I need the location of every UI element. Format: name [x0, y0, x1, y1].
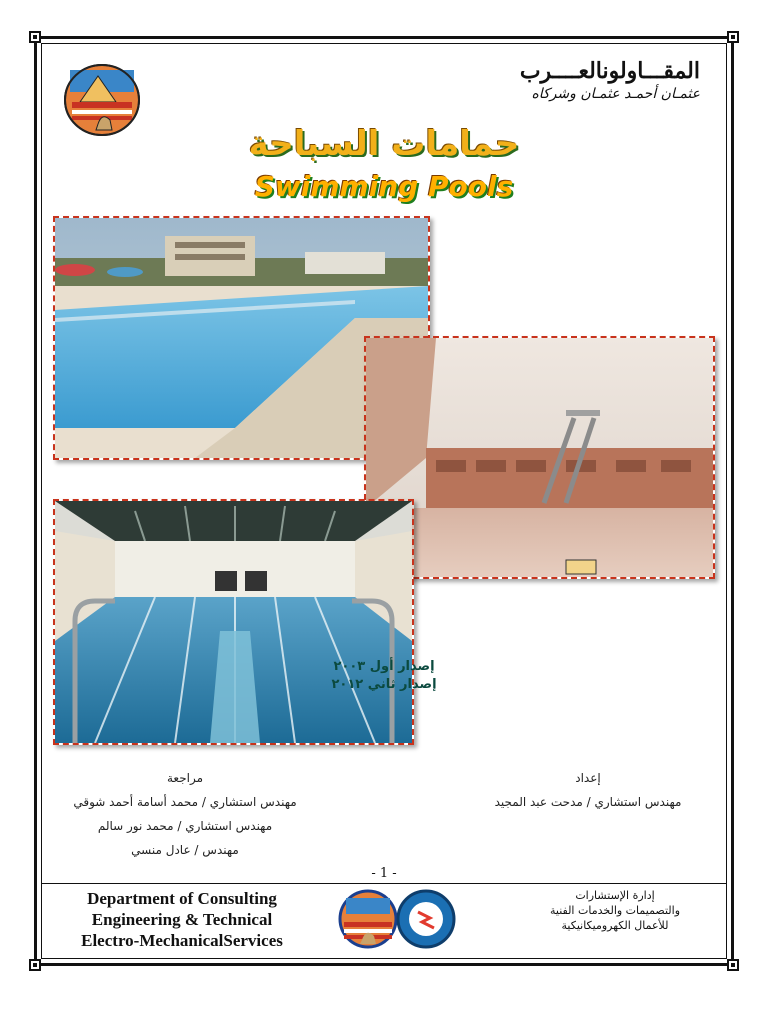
footer-en-line: Engineering & Technical — [91, 910, 273, 929]
reviewers-block — [60, 766, 310, 862]
edition-second: إصدار ثاني ٢٠١٢ — [331, 677, 437, 692]
prepared-by-block — [468, 766, 708, 814]
diving-pool-photo-icon — [366, 338, 713, 577]
prepared-heading: إعداد — [575, 771, 601, 785]
corner-ornament-top-left — [29, 31, 41, 43]
company-name: المقـــاولونالعــــرب — [519, 58, 700, 84]
edition-info — [0, 658, 768, 694]
footer-en-line: Electro-MechanicalServices — [81, 931, 283, 950]
corner-ornament-bottom-left — [29, 959, 41, 971]
footer-logos — [332, 888, 462, 950]
preparer-name: مهندس استشاري / مدحت عبد المجيد — [494, 795, 682, 809]
diving-pool-photo — [364, 336, 715, 579]
corner-ornament-top-right — [727, 31, 739, 43]
company-header — [520, 58, 700, 102]
reviewer-name: مهندس استشاري / محمد أسامة أحمد شوقي — [73, 795, 297, 809]
company-subtitle: عثمـان أحمـد عثمـان وشركاه — [531, 86, 700, 102]
reviewers-heading: مراجعة — [166, 771, 204, 785]
document-title-english: Swimming Pools — [254, 170, 514, 203]
page-number: - 1 - — [371, 866, 397, 881]
footer-emblems-icon — [332, 888, 462, 950]
indoor-pool-photo-icon — [55, 501, 412, 743]
footer-ar-line: إدارة الإستشارات — [575, 889, 655, 902]
reviewer-name: مهندس استشاري / محمد نور سالم — [97, 819, 273, 833]
document-title-arabic: حمامات السباحة — [248, 124, 520, 164]
reviewer-name: مهندس / عادل منسي — [131, 843, 239, 857]
footer-ar-line: للأعمال الكهروميكانيكية — [561, 919, 669, 932]
footer-divider — [41, 883, 727, 884]
footer-en-line: Department of Consulting — [87, 889, 277, 908]
edition-first: إصدار أول ٢٠٠٣ — [333, 659, 435, 674]
corner-ornament-bottom-right — [727, 959, 739, 971]
footer-department-arabic — [520, 888, 710, 933]
footer-ar-line: والتصميمات والخدمات الفنية — [549, 904, 681, 917]
footer-department-english — [62, 888, 302, 951]
indoor-pool-photo — [53, 499, 414, 745]
